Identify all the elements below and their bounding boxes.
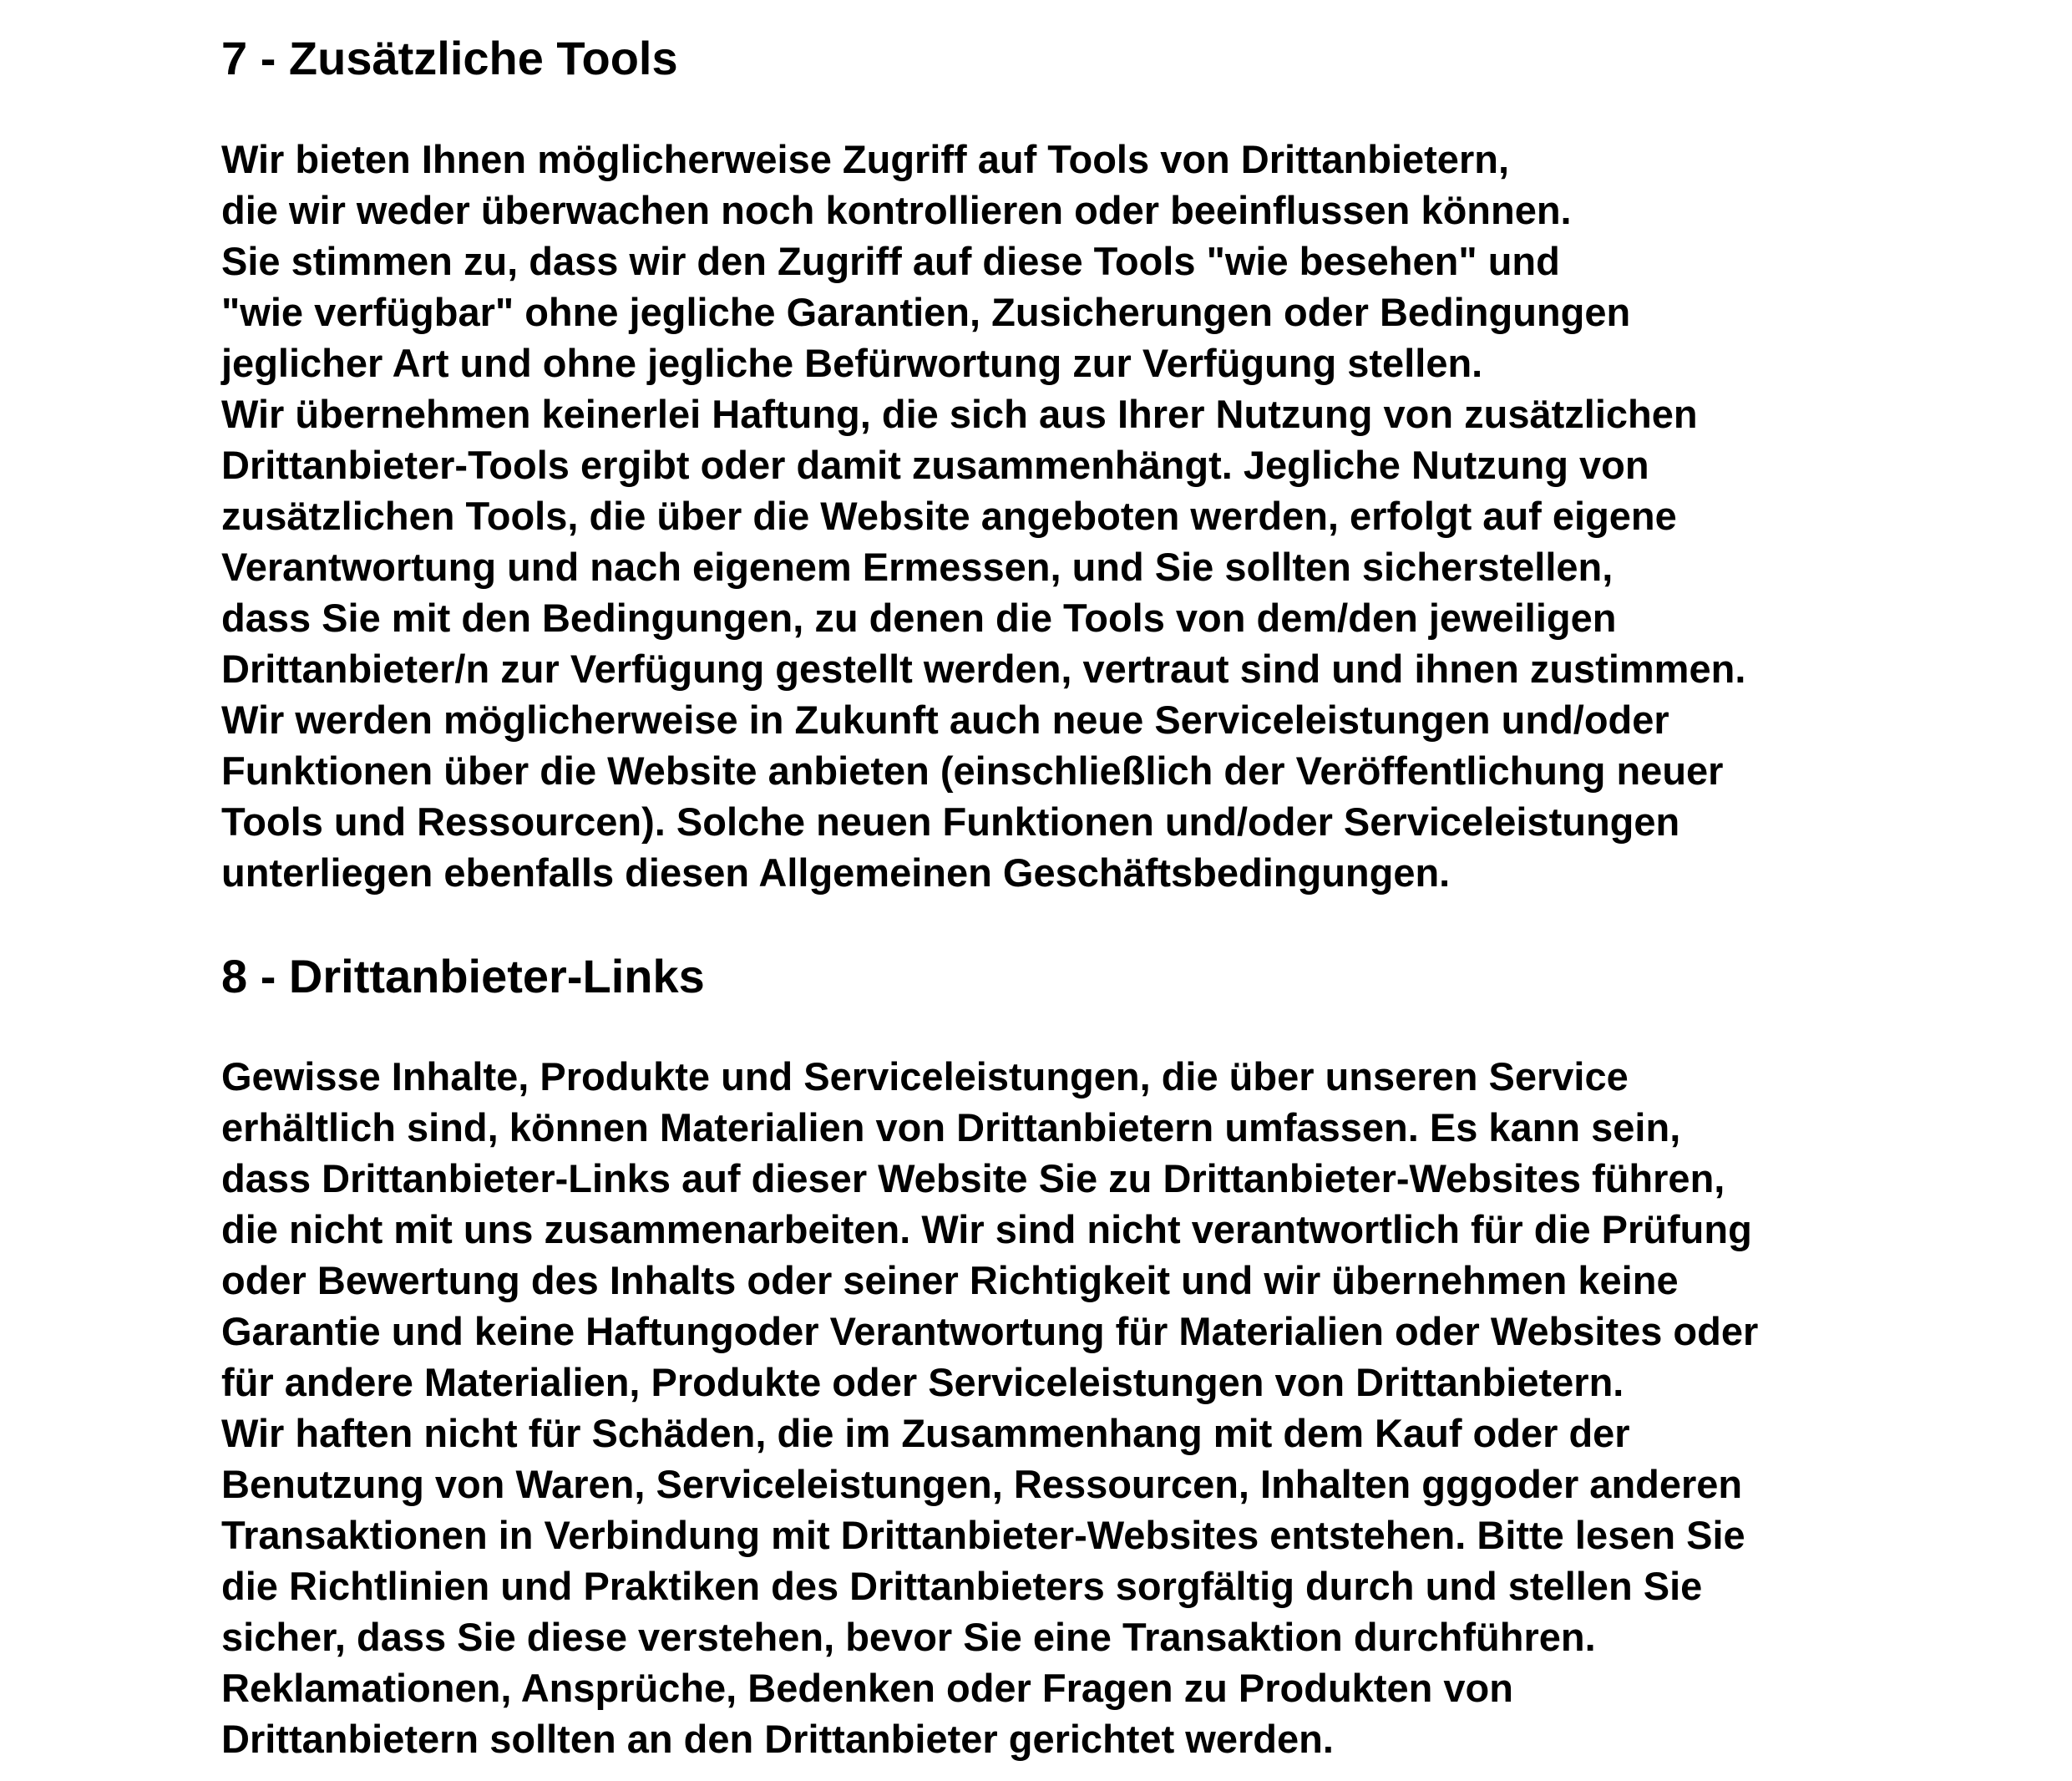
text-line: sicher, dass Sie diese verstehen, bevor Sie eine Transaktion durchführen. <box>221 1615 1596 1659</box>
text-line: Gewisse Inhalte, Produkte und Serviceleistungen, die über unseren Service <box>221 1054 1629 1099</box>
text-line: Wir werden möglicherweise in Zukunft auch neue Serviceleistungen und/oder <box>221 698 1669 742</box>
text-line: dass Sie mit den Bedingungen, zu denen die Tools von dem/den jeweiligen <box>221 596 1617 640</box>
text-line: die nicht mit uns zusammenarbeiten. Wir sind nicht verantwortlich für die Prüfung <box>221 1207 1752 1251</box>
text-line: Tools und Ressourcen). Solche neuen Funktionen und/oder Serviceleistungen <box>221 799 1680 844</box>
text-line: die wir weder überwachen noch kontrollieren oder beeinflussen können. <box>221 188 1572 232</box>
section-paragraph-drittanbieter-links <box>221 1051 1758 1764</box>
text-line: Transaktionen in Verbindung mit Drittanbieter-Websites entstehen. Bitte lesen Sie <box>221 1513 1745 1557</box>
section-title-zusaetzliche-tools: 7 - Zusätzliche Tools <box>221 32 678 84</box>
section-title-drittanbieter-links: 8 - Drittanbieter-Links <box>221 950 705 1002</box>
text-line: Benutzung von Waren, Serviceleistungen, Ressourcen, Inhalten gggoder anderen <box>221 1462 1743 1506</box>
text-line: Wir übernehmen keinerlei Haftung, die sich aus Ihrer Nutzung von zusätzlichen <box>221 392 1698 436</box>
text-line: "wie verfügbar" ohne jegliche Garantien, Zusicherungen oder Bedingungen <box>221 290 1631 334</box>
text-line: dass Drittanbieter-Links auf dieser Website Sie zu Drittanbieter-Websites führen, <box>221 1156 1725 1200</box>
text-line: Funktionen über die Website anbieten (einschließlich der Veröffentlichung neuer <box>221 748 1724 793</box>
text-line: Reklamationen, Ansprüche, Bedenken oder Fragen zu Produkten von <box>221 1666 1513 1710</box>
section-paragraph-zusaetzliche-tools <box>221 134 1745 898</box>
text-line: Drittanbieter-Tools ergibt oder damit zusammenhängt. Jegliche Nutzung von <box>221 443 1649 487</box>
text-line: oder Bewertung des Inhalts oder seiner Richtigkeit und wir übernehmen keine <box>221 1258 1679 1302</box>
text-line: unterliegen ebenfalls diesen Allgemeinen Geschäftsbedingungen. <box>221 850 1451 895</box>
text-line: zusätzlichen Tools, die über die Website angeboten werden, erfolgt auf eigene <box>221 494 1677 538</box>
text-line: die Richtlinien und Praktiken des Drittanbieters sorgfältig durch und stellen Sie <box>221 1564 1703 1608</box>
text-line: Drittanbieter/n zur Verfügung gestellt werden, vertraut sind und ihnen zustimmen. <box>221 647 1746 691</box>
text-line: Wir haften nicht für Schäden, die im Zusammenhang mit dem Kauf oder der <box>221 1411 1630 1455</box>
text-line: Sie stimmen zu, dass wir den Zugriff auf diese Tools "wie besehen" und <box>221 239 1560 283</box>
text-line: Wir bieten Ihnen möglicherweise Zugriff auf Tools von Drittanbietern, <box>221 137 1510 181</box>
text-line: Garantie und keine Haftungoder Verantwortung für Materialien oder Websites oder <box>221 1309 1759 1353</box>
text-line: jeglicher Art und ohne jegliche Befürwortung zur Verfügung stellen. <box>221 341 1483 385</box>
text-line: Verantwortung und nach eigenem Ermessen, und Sie sollten sicherstellen, <box>221 545 1614 589</box>
text-line: für andere Materialien, Produkte oder Serviceleistungen von Drittanbietern. <box>221 1360 1624 1404</box>
text-line: erhältlich sind, können Materialien von Drittanbietern umfassen. Es kann sein, <box>221 1105 1681 1149</box>
text-line: Drittanbietern sollten an den Drittanbieter gerichtet werden. <box>221 1717 1334 1761</box>
